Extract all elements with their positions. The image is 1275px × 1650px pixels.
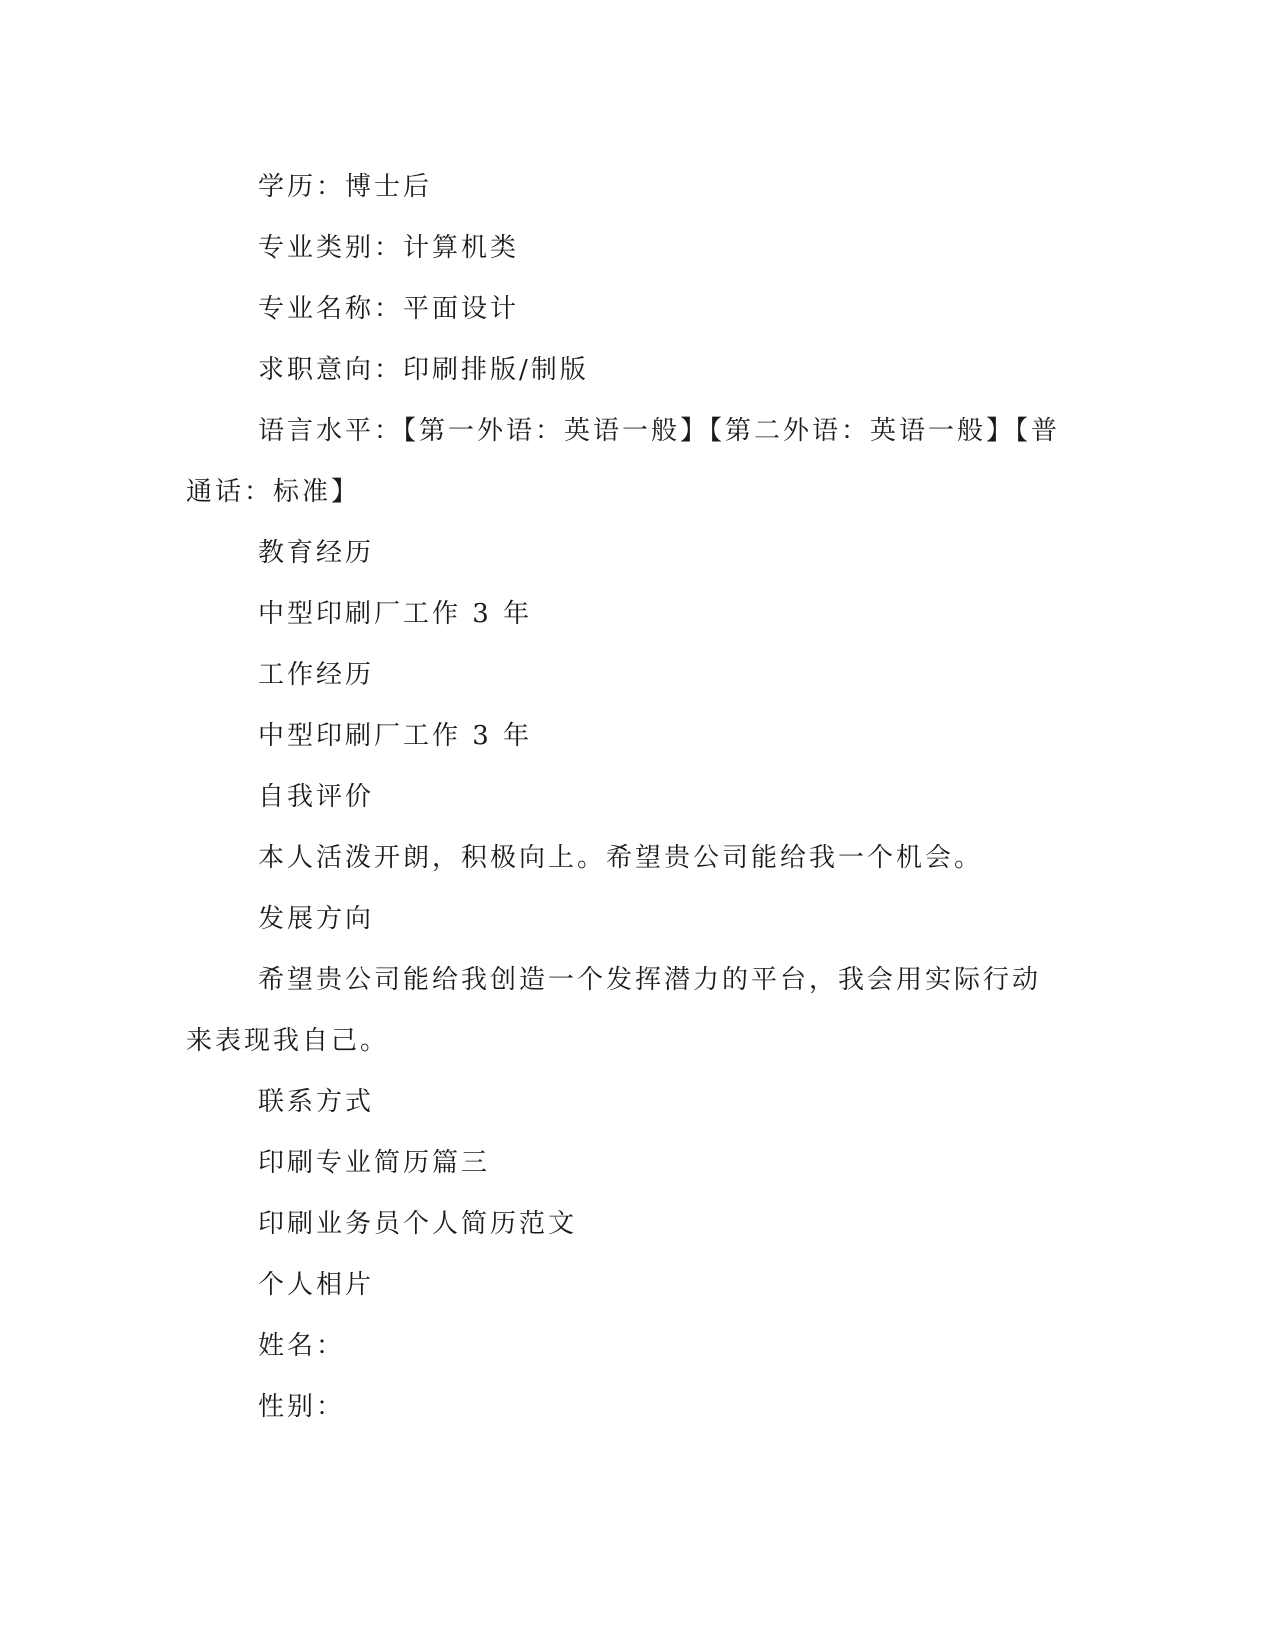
major-name-line: 专业名称：平面设计 — [258, 294, 520, 324]
education-history-heading: 教育经历 — [258, 538, 375, 568]
major-category-line: 专业类别：计算机类 — [258, 233, 520, 263]
education-history-text: 中型印刷厂工作 3 年 — [258, 599, 533, 629]
self-evaluation-heading: 自我评价 — [258, 782, 375, 812]
language-level-line: 语言水平：【第一外语：英语一般】【第二外语：英语一般】【普通话：标准】 — [186, 416, 1061, 507]
contact-heading: 联系方式 — [258, 1087, 375, 1117]
personal-photo-label: 个人相片 — [258, 1270, 375, 1300]
section-title-resume-three: 印刷专业简历篇三 — [258, 1148, 491, 1178]
education-level-line: 学历：博士后 — [258, 172, 433, 202]
work-history-heading: 工作经历 — [258, 660, 375, 690]
development-direction-text: 希望贵公司能给我创造一个发挥潜力的平台，我会用实际行动来表现我自己。 — [186, 965, 1042, 1056]
document-body — [186, 157, 1066, 1438]
name-field-label: 姓名： — [258, 1331, 346, 1361]
self-evaluation-text: 本人活泼开朗，积极向上。希望贵公司能给我一个机会。 — [258, 843, 984, 873]
development-direction-heading: 发展方向 — [258, 904, 375, 934]
work-history-text: 中型印刷厂工作 3 年 — [258, 721, 533, 751]
gender-field-label: 性别： — [258, 1392, 346, 1422]
resume-sample-title: 印刷业务员个人简历范文 — [258, 1209, 578, 1239]
job-intention-line: 求职意向：印刷排版/制版 — [258, 355, 589, 385]
